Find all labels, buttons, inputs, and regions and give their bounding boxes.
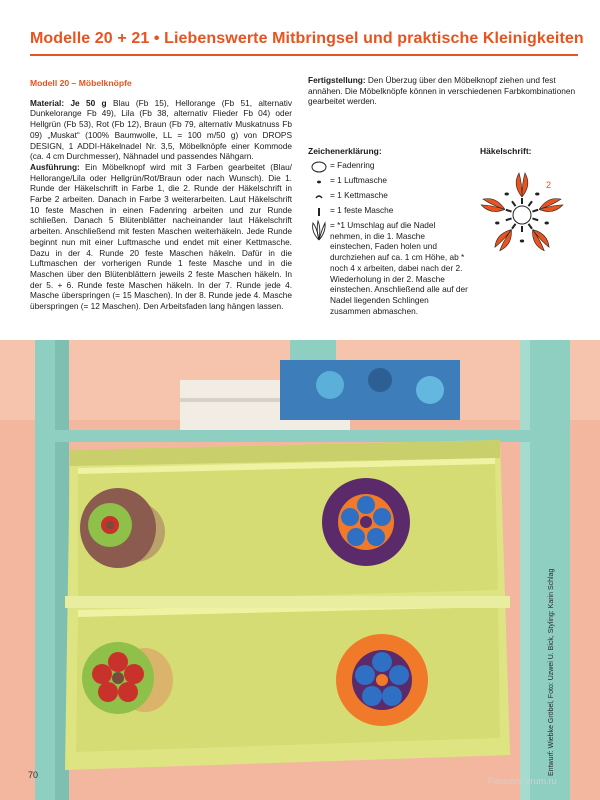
legend-text: = *1 Umschlag auf die Nadel nehmen, in die 1. Masche einstechen, Faden holen und durchziehen auf ca. 1 cm Höhe, ab * noch 4 x arbeiten, dabei nach der 2. Wiederholung in der 2. Masche einstechen. Anschließend alle auf der Nadel liegenden Schlingen zusammen abmaschen. [330, 220, 468, 316]
legend-row [308, 190, 468, 203]
luftmasche-icon [308, 175, 330, 188]
petal-symbol [480, 196, 506, 215]
legend-row [308, 220, 468, 316]
watermark: PassionForum.ru [488, 776, 557, 786]
stitch-mark [506, 217, 512, 221]
diagram-title: Häkelschrift: [480, 146, 532, 156]
legend-text: = 1 Kettmasche [330, 190, 388, 200]
instructions-column [30, 78, 292, 312]
petal-symbol [493, 226, 517, 252]
petal-symbol [528, 226, 552, 252]
kettmasche-icon [308, 190, 330, 203]
ausfuehrung-text: Ein Möbelknopf wird mit 3 Farben gearbeitet (Blau/ Hellorange/Lila oder Hellgrün/Rot/Braun oder nach Wunsch). Die 1. Runde der Häkelschrift in Farbe 1, die 2. Runde der Häkelschrift in Farbe 2 arbeiten. Danach in Farbe 3 weiterarbeiten. Laut Häkelschrift 10 feste Maschen in einen Fadenring arbeiten und zur Runde schließen. Danach 5 Blütenblätter nacheinander laut Häkelschrift arbeiten. Anschließend mit festen Maschen weiterhäkeln. Jede Runde beginnt nun mit einer Luftmasche und endet mit einer Kettmasche. Dazu in der 4. Runde 20 feste Maschen häkeln. Dafür in die Luftmaschen der vorherigen Runde 1 feste Masche und in die Maschen über den Blütenblättern jeweils 2 feste Maschen häkeln. In der 5. + 6. Runde feste Maschen häkeln. In der 7. Runde jede 4. Masche überspringen (= 15 Maschen). In der 8. Runde jede 4. Masche überspringen (= 12 Maschen). Den Arbeitsfaden lang hängen lassen. [30, 161, 292, 312]
stitch-mark [528, 201, 533, 207]
stitch-mark [511, 223, 516, 229]
finishing-column [308, 75, 578, 107]
fertig-text: Den Überzug über den Möbelknopf ziehen und fest annähen. Die Möbelknöpfe können in verschiedenen Farbkombinationen gearbeitet werden. [308, 75, 576, 107]
legend-title: Zeichenerklärung: [308, 146, 382, 156]
legend-row [308, 205, 468, 218]
chain-dot [505, 192, 509, 195]
legend-text: = 1 feste Masche [330, 205, 394, 215]
legend-text: = Fadenring [330, 160, 375, 170]
photo-credit: Entwurf: Wiebke Gröbel, Foto: Uzwei U. Bick, Styling: Karin Schlag [548, 568, 555, 776]
material-label: Material: Je 50 g [30, 97, 107, 108]
fertig-paragraph [308, 75, 578, 107]
stitch-mark [521, 198, 523, 204]
ausfuehrung-label: Ausführung: [30, 161, 80, 172]
shelf-board [40, 430, 530, 442]
material-text: Blau (Fb 15), Hellorange (Fb 51, alternativ Dunkelorange Fb 49), Lila (Fb 38, alternativ Flieder Fb 04) oder Hellgrün (Fb 53), Rot (Fb 12), Braun (Fb 79, alternativ Muskatnuss Fb 09) „Muskat“ (100% Baumwolle, LL = 100 m/50 g) von DROPS DESIGN, 1 ADDI-Häkelnadel Nr. 3,5, Möbelknöpfe einer Kommode (ca. 4 cm Durchmesser), Nähnadel und passendes Nähgarn. [30, 97, 293, 162]
page-title: Modelle 20 + 21 • Liebenswerte Mitbringsel und praktische Kleinigkeiten [30, 30, 584, 47]
legend-row [308, 160, 468, 173]
material-paragraph [30, 98, 292, 162]
fertig-label: Fertigstellung: [308, 75, 366, 85]
bluetenblatt-icon [308, 220, 330, 242]
stitch-mark [511, 201, 516, 207]
crochet-diagram [470, 158, 580, 268]
stitch-mark [532, 209, 538, 213]
chain-dot [535, 192, 539, 195]
ausfuehrung-paragraph [30, 162, 292, 312]
page-number: 70 [28, 770, 39, 780]
legend-text: = 1 Luftmasche [330, 175, 387, 185]
header-rule [30, 54, 578, 56]
product-photo [0, 340, 600, 800]
symbol-legend [308, 160, 468, 318]
chain-dot [495, 222, 499, 225]
fadenring-icon [308, 160, 330, 173]
stitch-mark [521, 226, 523, 232]
knob-top-right [322, 478, 410, 566]
knob-bottom-left [82, 642, 173, 714]
page-header [30, 30, 584, 56]
chain-dot [520, 240, 524, 243]
stitch-mark [532, 217, 538, 221]
chain-dot [545, 222, 549, 225]
petal-symbol [537, 196, 563, 215]
stitch-mark [506, 209, 512, 213]
knob-bottom-right [336, 634, 428, 726]
model-subtitle: Modell 20 – Möbelknöpfe [30, 78, 132, 88]
feste-masche-icon [308, 205, 330, 218]
stitch-mark [528, 223, 533, 229]
petal-symbol [516, 173, 528, 197]
round-label: 2 [546, 180, 552, 190]
legend-row [308, 175, 468, 188]
